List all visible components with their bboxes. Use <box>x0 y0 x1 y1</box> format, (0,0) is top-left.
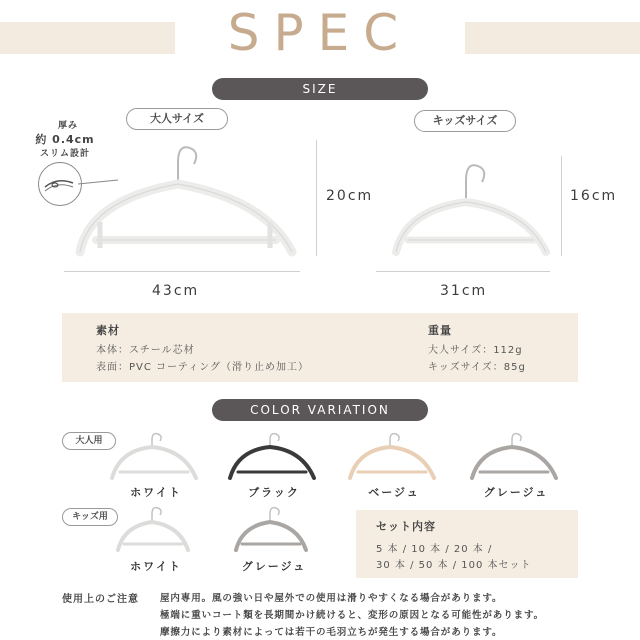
adult-width-guide <box>64 271 300 272</box>
hanger-swatch-greige <box>466 432 566 482</box>
kids-size-label: キッズサイズ <box>414 110 516 132</box>
material-line-1: 本体：スチール芯材 <box>96 345 195 356</box>
color-name-black: ブラック <box>248 486 300 499</box>
adult-width-value: 43cm <box>152 283 200 299</box>
hanger-swatch-white <box>106 432 206 482</box>
notes-line-3: 摩擦力により素材によっては若干の毛羽立ちが発生する場合があります。 <box>160 627 503 638</box>
color-name-greige: グレージュ <box>483 486 549 499</box>
size-section-label: SIZE <box>212 78 428 100</box>
kids-color-name-white: ホワイト <box>130 560 182 573</box>
color-name-white: ホワイト <box>130 486 182 499</box>
notes-line-2: 極端に重いコート類を長期間かけ続けると、変形の原因となる可能性があります。 <box>160 610 545 621</box>
weight-title: 重量 <box>428 324 452 337</box>
page-title: SPEC <box>227 4 413 62</box>
weight-line-2: キッズサイズ：85g <box>428 362 526 373</box>
color-section-label: COLOR VARIATION <box>212 399 428 421</box>
hanger-swatch-beige <box>344 432 444 482</box>
notes-line-1: 屋内専用。風の強い日や屋外での使用は滑りやすくなる場合があります。 <box>160 593 503 604</box>
material-title: 素材 <box>96 324 120 337</box>
material-line-2: 表面：PVC コーティング（滑り止め加工） <box>96 362 310 373</box>
kids-height-guide <box>561 156 562 256</box>
thickness-note-3: スリム設計 <box>39 149 90 159</box>
thickness-note-1: 厚み <box>57 121 78 131</box>
set-title: セット内容 <box>376 520 436 533</box>
kids-hanger-illustration <box>388 160 558 260</box>
adult-tag: 大人用 <box>62 432 116 450</box>
set-line-1: 5 本 / 10 本 / 20 本 / <box>376 544 493 555</box>
adult-height-value: 20cm <box>326 188 374 204</box>
color-name-beige: ベージュ <box>368 486 420 499</box>
kids-hanger-swatch-white <box>106 506 206 556</box>
kids-color-name-greige: グレージュ <box>241 560 307 573</box>
kids-width-guide <box>376 271 550 272</box>
set-line-2: 30 本 / 50 本 / 100 本セット <box>376 560 532 571</box>
thickness-note-2: 約 0.4cm <box>35 133 95 146</box>
adult-size-label: 大人サイズ <box>126 108 228 130</box>
kids-tag: キッズ用 <box>62 508 118 526</box>
hanger-swatch-black <box>224 432 324 482</box>
weight-line-1: 大人サイズ：112g <box>428 345 523 356</box>
kids-hanger-swatch-greige <box>224 506 324 556</box>
kids-height-value: 16cm <box>570 188 618 204</box>
kids-width-value: 31cm <box>440 283 488 299</box>
adult-hanger-illustration <box>70 140 300 260</box>
adult-height-guide <box>316 140 317 256</box>
notes-heading: 使用上のご注意 <box>62 594 139 605</box>
